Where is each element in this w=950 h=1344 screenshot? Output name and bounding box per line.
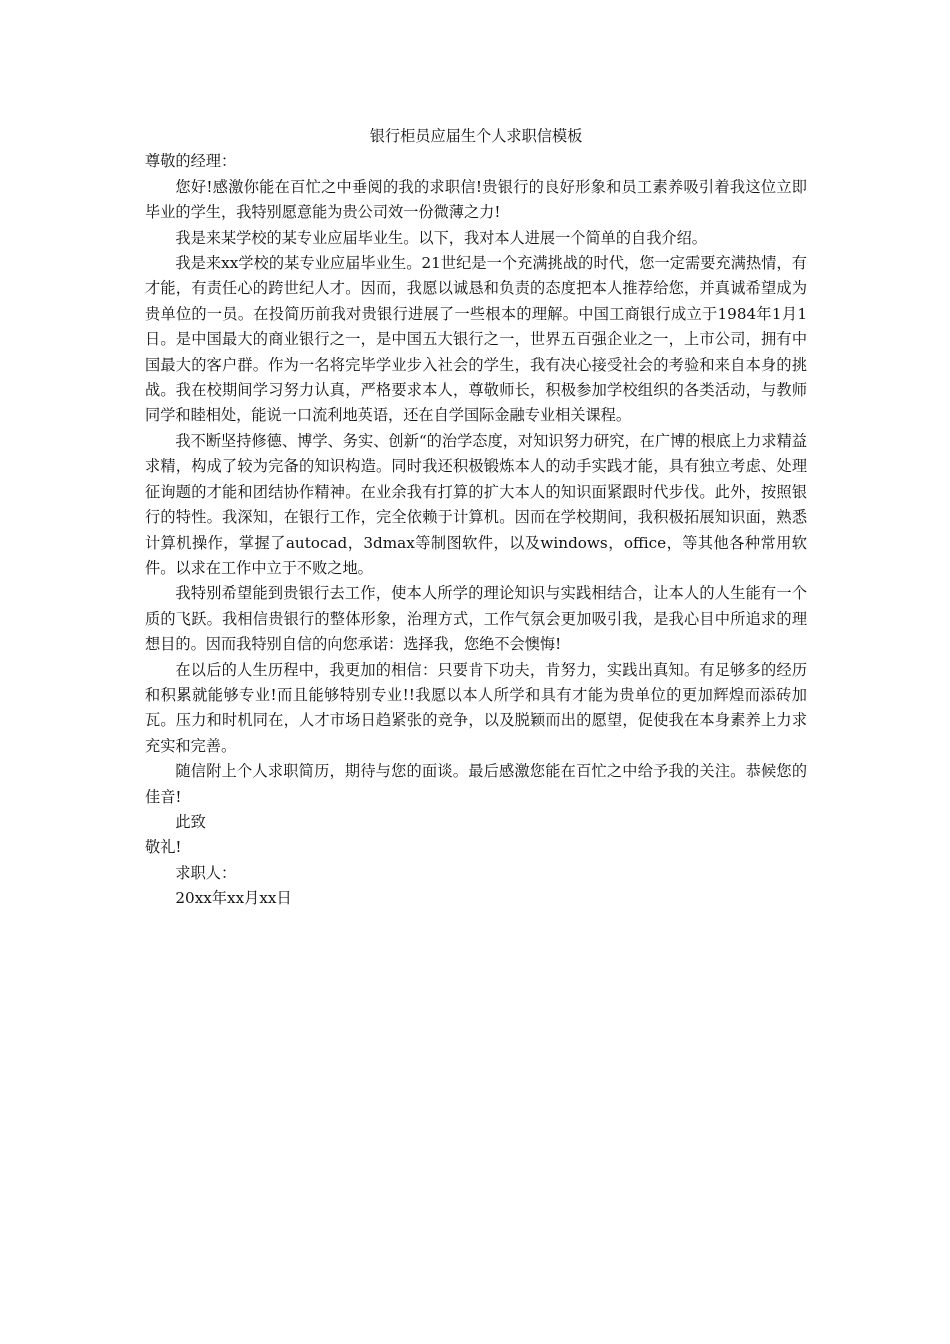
closing: 此致 bbox=[175, 812, 206, 831]
paragraph-intro: 我是来某学校的某专业应届毕业生。以下，我对本人进展一个简单的自我介绍。 bbox=[175, 228, 707, 247]
letter-date: 20xx年xx月xx日 bbox=[175, 889, 292, 908]
paragraph-commitment: 在以后的人生历程中，我更加的相信：只要肯下功夫，肯努力，实践出真知。有足够多的经历和积累就能够专业!而且能够特别专业!!我愿以本人所学和具有才能为贵单位的更加辉煌而添砖加瓦。压力和时机同在，人才市场日趋紧张的竞争，以及脱颖而出的愿望，促使我在本身素养上力求充实和完善。 bbox=[145, 660, 807, 755]
paragraph-background: 我是来xx学校的某专业应届毕业生。21世纪是一个充满挑战的时代，您一定需要充满热情，有才能，有责任心的跨世纪人才。因而，我愿以诚恳和负责的态度把本人推荐给您，并真诚希望成为贵单位的一员。在投简历前我对贵银行进展了一些根本的理解。中国工商银行成立于1984年1月1日。是中国最大的商业银行之一，是中国五大银行之一，世界五百强企业之一，上市公司，拥有中国最大的客户群。作为一名将完毕学业步入社会的学生，我有决心接受社会的考验和来自本身的挑战。我在校期间学习努力认真，严格要求本人，尊敬师长，积极参加学校组织的各类活动，与教师同学和睦相处，能说一口流利地英语，还在自学国际金融专业相关课程。 bbox=[145, 254, 807, 425]
regards: 敬礼! bbox=[145, 838, 182, 857]
paragraph-greeting: 您好!感激你能在百忙之中垂阅的我的求职信!贵银行的良好形象和员工素养吸引着我这位立即毕业的学生，我特别愿意能为贵公司效一份微薄之力! bbox=[145, 177, 807, 222]
paragraph-motivation: 我特别希望能到贵银行去工作，使本人所学的理论知识与实践相结合，让本人的人生能有一个质的飞跃。我相信贵银行的整体形象，治理方式，工作气氛会更加吸引我，是我心目中所追求的理想目的。因而我特别自信的向您承诺：选择我，您绝不会懊悔! bbox=[145, 584, 807, 654]
signature: 求职人： bbox=[175, 863, 237, 882]
salutation: 尊敬的经理： bbox=[145, 152, 237, 171]
paragraph-conclusion: 随信附上个人求职简历，期待与您的面谈。最后感激您能在百忙之中给予我的关注。恭候您的佳音! bbox=[145, 762, 807, 806]
paragraph-skills: 我不断坚持修德、博学、务实、创新“的治学态度，对知识努力研究，在广博的根底上力求精益求精，构成了较为完备的知识构造。同时我还积极锻炼本人的动手实践才能，具有独立考虑、处理征询题的才能和团结协作精神。在业余我有打算的扩大本人的知识面紧跟时代步伐。此外，按照银行的特性。我深知，在银行工作，完全依赖于计算机。因而在学校期间，我积极拓展知识面，熟悉计算机操作，掌握了autocad，3dmax等制图软件，以及windows，office，等其他各种常用软件。以求在工作中立于不败之地。 bbox=[145, 431, 807, 577]
letter-title: 银行柜员应届生个人求职信模板 bbox=[369, 127, 583, 145]
cover-letter bbox=[145, 124, 807, 912]
